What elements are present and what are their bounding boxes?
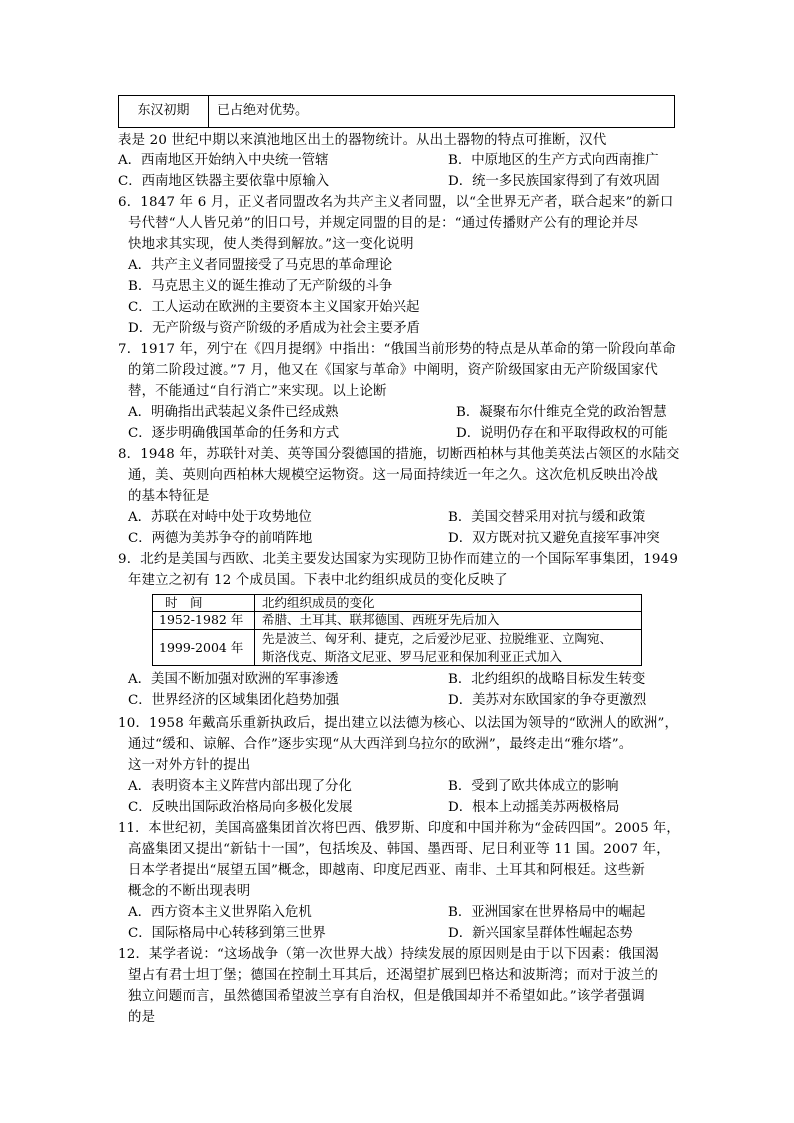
q11-option-b: B．亚洲国家在世界格局中的崛起 (448, 905, 646, 920)
q7-stem-line3: 替，不能通过“自行消亡”来实现。以上论断 (128, 384, 387, 399)
row2-change-line2: 斯洛伐克、斯洛文尼亚、罗马尼亚和保加利亚正式加入 (262, 649, 563, 664)
row2-change-line1: 先是波兰、匈牙利、捷克，之后爱沙尼亚、拉脱维亚、立陶宛、 (262, 631, 613, 646)
q7-stem-line1: 7．1917 年，列宁在《四月提纲》中指出：“俄国当前形势的特点是从革命的第一阶段向革命 (118, 342, 676, 357)
nato-members-table (152, 594, 642, 666)
row2-time: 1999-2004 年 (159, 640, 244, 655)
q9-stem-line1: 9．北约是美国与西欧、北美主要发达国家为实现防卫协作而建立的一个国际军事集团，1949 (118, 552, 679, 567)
q8-stem-line1: 8．1948 年，苏联针对美、英等国分裂德国的措施，切断西柏林与其他美英法占领区的水陆交 (118, 447, 680, 462)
q7-option-a: A．明确指出武装起义条件已经成熟 (128, 405, 339, 420)
q10-stem-line2: 通过“缓和、谅解、合作”逐步实现“从大西洋到乌拉尔的欧洲”，最终走出“雅尔塔”。 (128, 737, 633, 752)
q9-option-c: C．世界经济的区域集团化趋势加强 (128, 693, 340, 708)
q9-option-b: B．北约组织的战略目标发生转变 (448, 672, 646, 687)
q6-stem-line2: 号代替“人人皆兄弟”的旧口号，并规定同盟的目的是：“通过传播财产公有的理论并尽 (128, 216, 639, 231)
q11-stem-line4: 概念的不断出现表明 (128, 884, 251, 899)
q10-stem-line3: 这一对外方针的提出 (128, 758, 251, 773)
q12-stem-line3: 独立问题而言，虽然德国希望波兰享有自治权，但是俄国却并不希望如此。”该学者强调 (128, 989, 645, 1004)
q11-stem-line2: 高盛集团又提出“新钻十一国”，包括埃及、韩国、墨西哥、尼日利亚等 11 国。2007 年， (128, 842, 670, 857)
q6-option-d: D．无产阶级与资产阶级的矛盾成为社会主要矛盾 (128, 321, 420, 336)
q7-stem-line2: 的第二阶段过渡。”7 月，他又在《国家与革命》中阐明，资产阶级国家由无产阶级国家代 (128, 363, 658, 378)
q10-option-a: A．表明资本主义阵营内部出现了分化 (128, 779, 352, 794)
q6-option-c: C．工人运动在欧洲的主要资本主义国家开始兴起 (128, 300, 420, 315)
header-change: 北约组织成员的变化 (262, 595, 375, 610)
q6-stem-line1: 6．1847 年 6 月，正义者同盟改名为共产主义者同盟，以“全世界无产者，联合起来”的新口 (118, 195, 674, 210)
q5-option-d: D．统一多民族国家得到了有效巩固 (448, 174, 660, 189)
q7-option-d: D．说明仍存在和平取得政权的可能 (456, 426, 668, 441)
q8-stem-line2: 通，美、英则向西柏林大规模空运物资。这一局面持续近一年之久。这次危机反映出冷战 (128, 468, 659, 483)
q5-stem: 表是 20 世纪中期以来滇池地区出土的器物统计。从出土器物的特点可推断，汉代 (118, 133, 607, 148)
header-time: 时 间 (165, 595, 203, 610)
artifact-table-fragment (118, 95, 675, 128)
table-header (153, 595, 641, 612)
q9-stem-line2: 年建立之初有 12 个成员国。下表中北约组织成员的变化反映了 (128, 573, 508, 588)
q12-stem-line4: 的是 (128, 1010, 156, 1025)
q6-option-a: A．共产主义者同盟接受了马克思的革命理论 (128, 258, 393, 273)
q9-option-d: D．美苏对东欧国家的争夺更激烈 (448, 693, 647, 708)
q8-option-b: B．美国交替采用对抗与缓和政策 (448, 510, 646, 525)
q8-option-c: C．两德为美苏争夺的前哨阵地 (128, 531, 313, 546)
q11-stem-line1: 11．本世纪初，美国高盛集团首次将巴西、俄罗斯、印度和中国并称为“金砖四国”。2005 年， (118, 821, 680, 836)
q11-stem-line3: 日本学者提出“展望五国”概念，即越南、印度尼西亚、南非、土耳其和阿根廷。这些新 (128, 863, 645, 878)
q9-option-a: A．美国不断加强对欧洲的军事渗透 (128, 672, 339, 687)
q10-option-c: C．反映出国际政治格局向多极化发展 (128, 800, 353, 815)
q11-option-a: A．西方资本主义世界陷入危机 (128, 905, 312, 920)
q7-option-c: C．逐步明确俄国革命的任务和方式 (128, 426, 340, 441)
q8-option-d: D．双方既对抗又避免直接军事冲突 (448, 531, 660, 546)
q10-stem-line1: 10．1958 年戴高乐重新执政后，提出建立以法德为核心、以法国为领导的“欧洲人的欧洲”， (118, 716, 679, 731)
table-cell-desc: 已占绝对优势。 (217, 103, 309, 118)
q10-option-d: D．根本上动摇美苏两极格局 (448, 800, 620, 815)
q8-stem-line3: 的基本特征是 (128, 489, 210, 504)
q6-option-b: B．马克思主义的诞生推动了无产阶级的斗争 (128, 279, 393, 294)
table-row (153, 630, 641, 666)
q5-option-a: A．西南地区开始纳入中央统一管辖 (118, 153, 329, 168)
q8-option-a: A．苏联在对峙中处于攻势地位 (128, 510, 312, 525)
table-cell-period: 东汉初期 (119, 96, 209, 127)
q10-option-b: B．受到了欧共体成立的影响 (448, 779, 619, 794)
table-row (153, 611, 641, 630)
q7-option-b: B．凝聚布尔什维克全党的政治智慧 (456, 405, 667, 420)
q5-option-b: B．中原地区的生产方式向西南推广 (448, 153, 659, 168)
row1-time: 1952-1982 年 (159, 612, 244, 627)
q5-option-c: C．西南地区铁器主要依靠中原输入 (118, 174, 330, 189)
q12-stem-line2: 望占有君士坦丁堡；德国在控制土耳其后，还渴望扩展到巴格达和波斯湾；而对于波兰的 (128, 968, 659, 983)
q12-stem-line1: 12．某学者说：“这场战争（第一次世界大战）持续发展的原因则是由于以下因素：俄国渴 (118, 947, 659, 962)
q11-option-c: C．国际格局中心转移到第三世界 (128, 926, 326, 941)
q11-option-d: D．新兴国家呈群体性崛起态势 (448, 926, 633, 941)
q6-stem-line3: 快地求其实现，使人类得到解放。”这一变化说明 (128, 237, 414, 252)
row1-change: 希腊、土耳其、联邦德国、西班牙先后加入 (262, 612, 500, 627)
